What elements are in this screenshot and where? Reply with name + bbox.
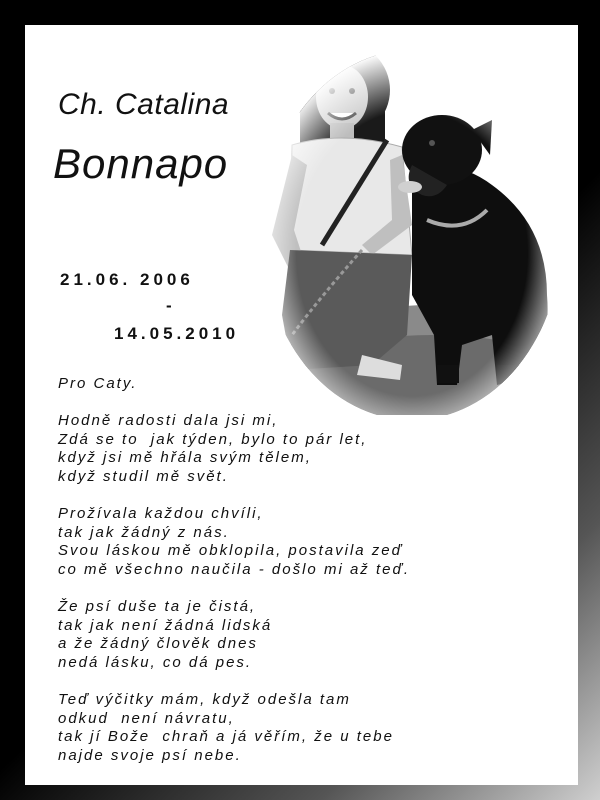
stanza-gap bbox=[58, 673, 558, 692]
poem-line: tak jak žádný z nás. bbox=[58, 523, 230, 541]
poem-line: tak jak není žádná lidská bbox=[58, 616, 273, 634]
poem-line: Že psí duše ta je čistá, bbox=[58, 598, 257, 616]
title-kennel-name: Ch. Catalina bbox=[58, 88, 230, 121]
poem-dedication: Pro Caty. bbox=[58, 375, 138, 392]
birth-date: 21.06. 2006 bbox=[60, 270, 194, 289]
poem-line: odkud není návratu, bbox=[58, 709, 235, 727]
poem-line: Teď výčitky mám, když odešla tam bbox=[58, 691, 351, 709]
person-with-dog-photo bbox=[262, 35, 558, 415]
poem-line: Prožívala každou chvíli, bbox=[58, 505, 264, 523]
poem-line: a že žádný člověk dnes bbox=[58, 635, 258, 653]
poem-line: když jsi mě hřála svým tělem, bbox=[58, 449, 312, 467]
stanza-gap bbox=[58, 487, 558, 506]
poem-line: co mě všechno naučila - došlo mi až teď. bbox=[58, 560, 410, 578]
stanza-gap bbox=[58, 394, 558, 413]
poem-line: najde svoje psí nebe. bbox=[58, 746, 242, 764]
title-dog-name: Bonnapo bbox=[53, 140, 229, 187]
stanza-gap bbox=[58, 580, 558, 599]
poem-line: Hodně radosti dala jsi mi, bbox=[58, 412, 279, 430]
death-date: 14.05.2010 bbox=[114, 324, 240, 343]
poem-line: Zdá se to jak týden, bylo to pár let, bbox=[58, 430, 368, 448]
poem-line: Svou láskou mě obklopila, postavila zeď bbox=[58, 542, 404, 560]
poem-line: když studil mě svět. bbox=[58, 467, 229, 485]
memorial-poem bbox=[58, 375, 558, 765]
date-separator: - bbox=[166, 296, 176, 315]
poem-line: tak jí Bože chraň a já věřím, že u tebe bbox=[58, 728, 394, 746]
poem-line: nedá lásku, co dá pes. bbox=[58, 653, 253, 671]
